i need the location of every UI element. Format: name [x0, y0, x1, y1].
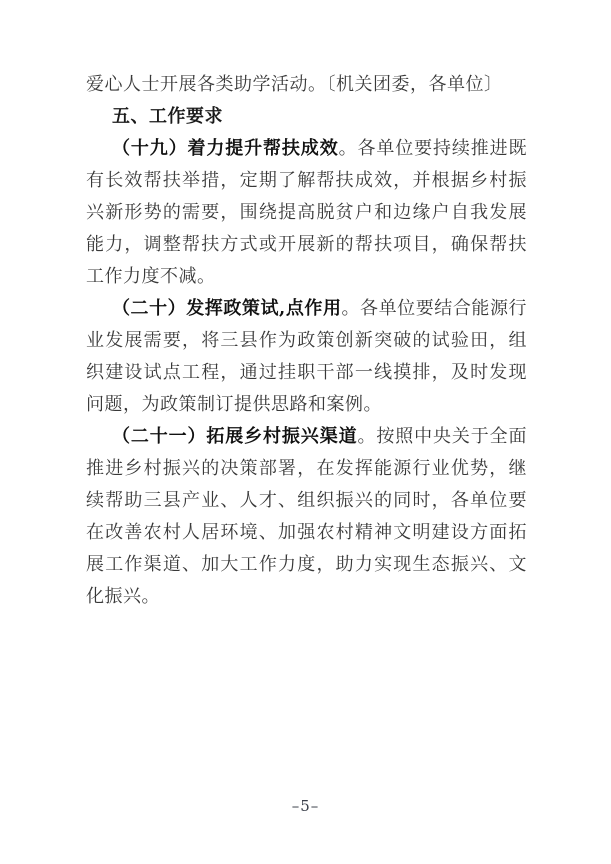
paragraph-19: [86, 133, 527, 293]
page-number: –5–: [291, 797, 320, 815]
document-body: [86, 69, 527, 613]
paragraph-21-lead: （二十一）拓展乡村振兴渠道: [112, 426, 358, 447]
paragraph-20-lead: （二十）发挥政策试,点作用: [112, 298, 342, 319]
paragraph-19-text: 。各单位要持续推进既有长效帮扶举措，定期了解帮扶成效，并根据乡村振兴新形势的需要，围绕提高脱贫户和边缘户自我发展能力，调整帮扶方式或开展新的帮扶项目，确保帮扶工作力度不减。: [86, 138, 528, 287]
section-heading: 五、工作要求: [112, 106, 223, 127]
paragraph-19-lead: （十九）着力提升帮扶成效: [112, 138, 339, 159]
paragraph-21-text: 。按照中央关于全面推进乡村振兴的决策部署，在发挥能源行业优势，继续帮助三县产业、人才、组织振兴的同时，各单位要在改善农村人居环境、加强农村精神文明建设方面拓展工作渠道、加大工作力度，助力实现生态振兴、文化振兴。: [86, 426, 527, 607]
paragraph-21: [86, 421, 527, 613]
paragraph-20: [86, 293, 527, 421]
paragraph-20-text: 。各单位要结合能源行业发展需要，将三县作为政策创新突破的试验田，组织建设试点工程，通过挂职干部一线摸排，及时发现问题，为政策制订提供思路和案例。: [86, 298, 528, 415]
intro-line: 爱心人士开展各类助学活动。〔机关团委，各单位〕: [86, 74, 503, 95]
